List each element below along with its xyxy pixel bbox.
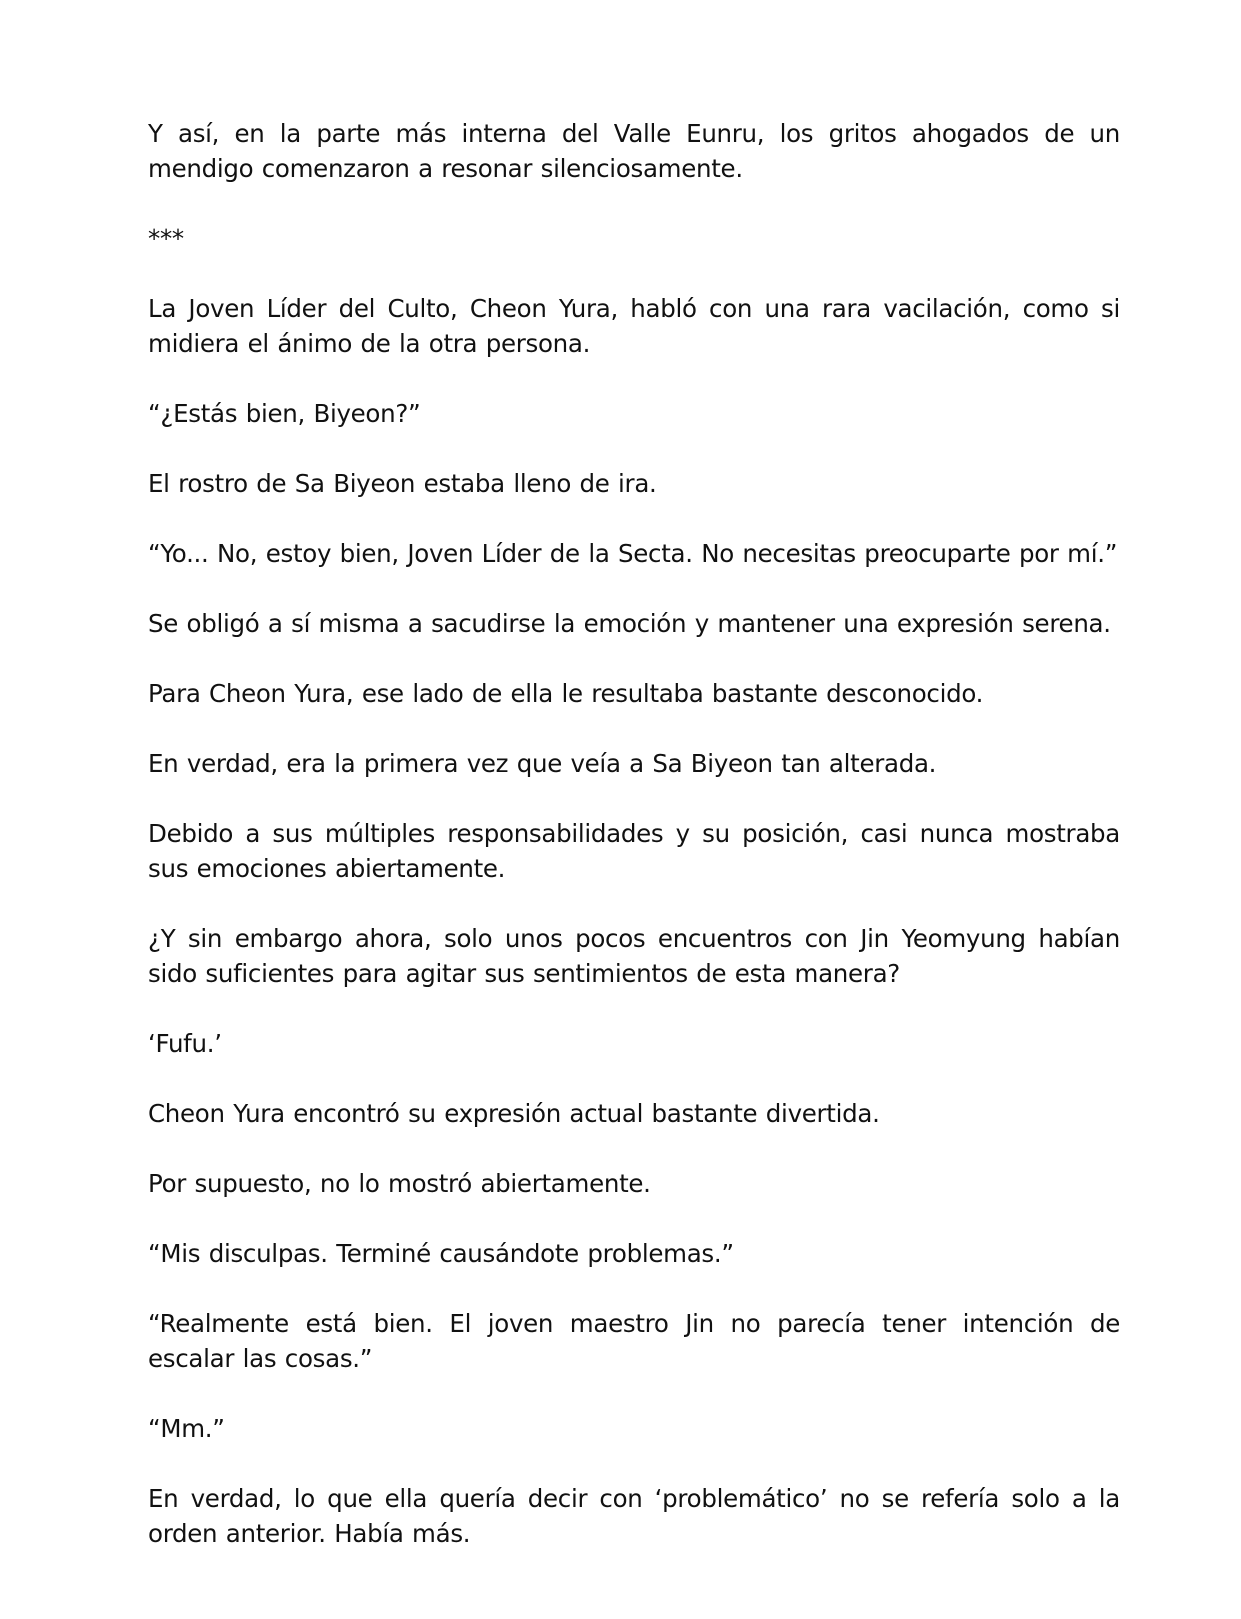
paragraph: Debido a sus múltiples responsabilidades y su posición, casi nunca mostraba sus emociones abiertamente.: [148, 819, 1120, 883]
document-page: [148, 116, 1120, 1586]
paragraph: La Joven Líder del Culto, Cheon Yura, habló con una rara vacilación, como si midiera el ánimo de la otra persona.: [148, 294, 1120, 358]
paragraph: El rostro de Sa Biyeon estaba lleno de ira.: [148, 469, 657, 498]
paragraph: Y así, en la parte más interna del Valle Eunru, los gritos ahogados de un mendigo comenzaron a resonar silenciosamente.: [148, 119, 1120, 183]
dialogue-line: “¿Estás bien, Biyeon?”: [148, 399, 421, 428]
dialogue-line: “Mm.”: [148, 1414, 225, 1443]
paragraph: En verdad, era la primera vez que veía a Sa Biyeon tan alterada.: [148, 749, 937, 778]
scene-break: ***: [148, 224, 184, 253]
paragraph: Por supuesto, no lo mostró abiertamente.: [148, 1169, 651, 1198]
paragraph: Para Cheon Yura, ese lado de ella le resultaba bastante desconocido.: [148, 679, 984, 708]
thought-line: ‘Fufu.’: [148, 1029, 222, 1058]
paragraph: En verdad, lo que ella quería decir con ‘problemático’ no se refería solo a la orden anterior. Había más.: [148, 1484, 1120, 1548]
paragraph: Se obligó a sí misma a sacudirse la emoción y mantener una expresión serena.: [148, 609, 1111, 638]
paragraph: ¿Y sin embargo ahora, solo unos pocos encuentros con Jin Yeomyung habían sido suficientes para agitar sus sentimientos de esta manera?: [148, 924, 1120, 988]
paragraph: Cheon Yura encontró su expresión actual bastante divertida.: [148, 1099, 880, 1128]
dialogue-line: “Realmente está bien. El joven maestro Jin no parecía tener intención de escalar las cosas.”: [148, 1309, 1120, 1373]
dialogue-line: “Yo... No, estoy bien, Joven Líder de la Secta. No necesitas preocuparte por mí.”: [148, 539, 1118, 568]
dialogue-line: “Mis disculpas. Terminé causándote problemas.”: [148, 1239, 734, 1268]
